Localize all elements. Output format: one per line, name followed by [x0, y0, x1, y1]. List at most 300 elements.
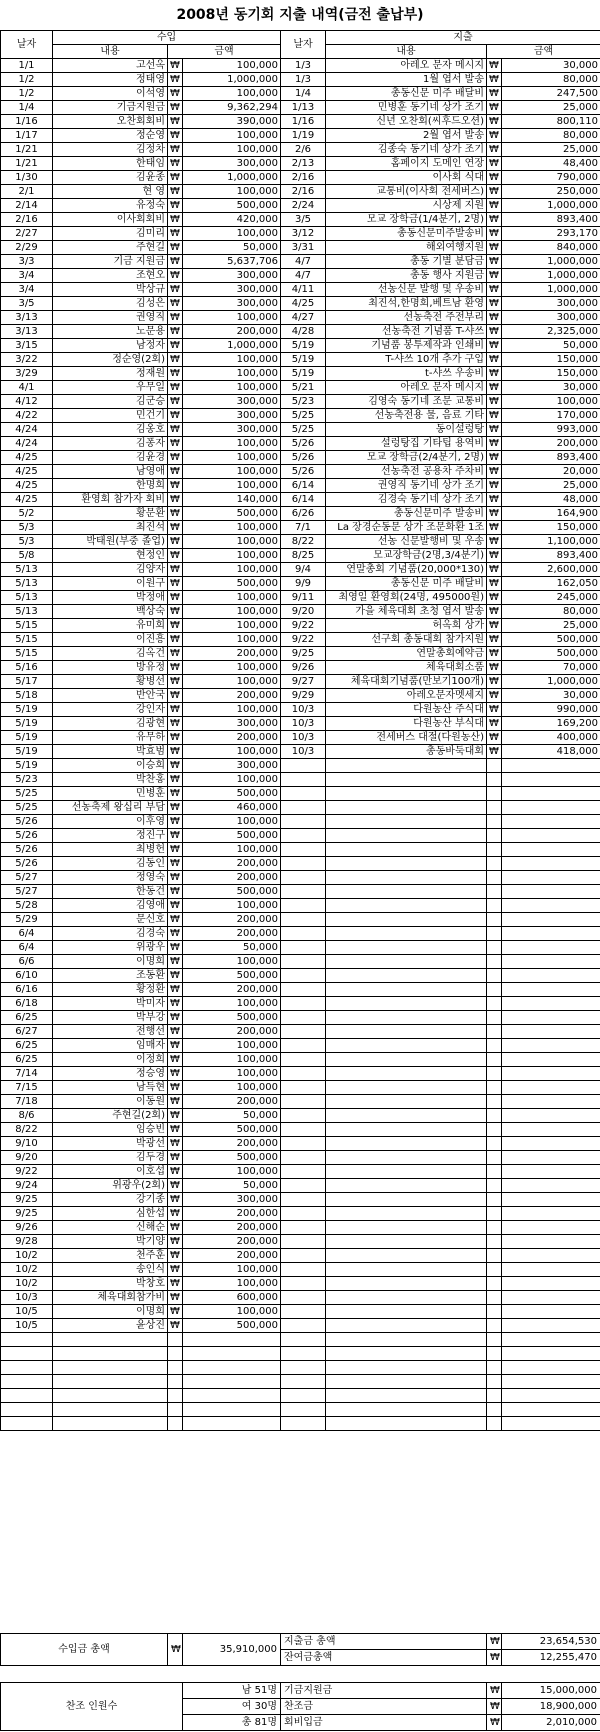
income-date: 3/4	[1, 269, 53, 283]
expense-date: 3/12	[281, 227, 326, 241]
empty-cell	[326, 1235, 487, 1249]
empty-cell	[326, 857, 487, 871]
table-row	[1, 801, 600, 815]
income-header: 수입	[53, 31, 281, 45]
expense-date: 9/20	[281, 605, 326, 619]
income-name: 이진흥	[53, 633, 168, 647]
expense-amount: 80,000	[502, 605, 600, 619]
empty-cell	[487, 1025, 502, 1039]
income-date: 6/6	[1, 955, 53, 969]
expense-currency: ₩	[487, 129, 502, 143]
income-name: 윤상진	[53, 1319, 168, 1333]
income-date: 6/18	[1, 997, 53, 1011]
empty-cell	[326, 997, 487, 1011]
income-date: 3/4	[1, 283, 53, 297]
income-currency: ₩	[168, 1249, 183, 1263]
income-total-currency: ₩	[168, 1634, 183, 1666]
income-amount: 5,637,706	[183, 255, 281, 269]
empty-cell	[326, 1361, 487, 1375]
empty-cell	[487, 857, 502, 871]
empty-cell	[183, 1347, 281, 1361]
income-currency: ₩	[168, 675, 183, 689]
empty-cell	[502, 1179, 600, 1193]
table-row	[1, 605, 600, 619]
empty-cell	[326, 1403, 487, 1417]
table-row	[1, 787, 600, 801]
expense-currency: ₩	[487, 717, 502, 731]
table-row	[1, 745, 600, 759]
income-currency: ₩	[168, 241, 183, 255]
income-date: 5/2	[1, 507, 53, 521]
income-amount: 50,000	[183, 941, 281, 955]
income-amount: 200,000	[183, 1095, 281, 1109]
empty-cell	[168, 1375, 183, 1389]
empty-cell	[1, 1333, 53, 1347]
empty-cell	[281, 885, 326, 899]
empty-cell	[487, 983, 502, 997]
income-date: 7/15	[1, 1081, 53, 1095]
income-currency: ₩	[168, 661, 183, 675]
income-currency: ₩	[168, 605, 183, 619]
income-amount: 9,362,294	[183, 101, 281, 115]
income-name: 김두경	[53, 1151, 168, 1165]
income-amount: 100,000	[183, 311, 281, 325]
expense-currency: ₩	[487, 353, 502, 367]
empty-cell	[326, 1095, 487, 1109]
totals-row-1	[1, 1634, 600, 1650]
income-date: 6/25	[1, 1053, 53, 1067]
income-name: 김동인	[53, 857, 168, 871]
income-name: 김윤경	[53, 451, 168, 465]
empty-cell	[281, 1207, 326, 1221]
empty-cell	[183, 1417, 281, 1431]
fund-value: 15,000,000	[502, 1683, 600, 1699]
expense-amount: 245,000	[502, 591, 600, 605]
empty-cell	[502, 1417, 600, 1431]
table-row	[1, 1403, 600, 1417]
income-currency: ₩	[168, 1123, 183, 1137]
empty-cell	[1, 1347, 53, 1361]
empty-cell	[281, 1025, 326, 1039]
income-currency: ₩	[168, 941, 183, 955]
empty-cell	[502, 1347, 600, 1361]
expense-name: 권영직 동기네 상가 조기	[326, 479, 487, 493]
empty-cell	[502, 1123, 600, 1137]
income-amount: 100,000	[183, 633, 281, 647]
expense-name: T-샤쓰 10개 추가 구입	[326, 353, 487, 367]
income-amount: 100,000	[183, 591, 281, 605]
expense-amount: 100,000	[502, 395, 600, 409]
empty-cell	[487, 997, 502, 1011]
expense-date: 4/25	[281, 297, 326, 311]
empty-cell	[502, 1291, 600, 1305]
income-amount: 1,000,000	[183, 171, 281, 185]
income-amount: 100,000	[183, 381, 281, 395]
income-name: 조현오	[53, 269, 168, 283]
income-name: 남득현	[53, 1081, 168, 1095]
empty-cell	[502, 1319, 600, 1333]
income-content-header: 내용	[53, 45, 168, 59]
expense-amount: 790,000	[502, 171, 600, 185]
expense-date: 10/3	[281, 703, 326, 717]
income-name: 정진구	[53, 829, 168, 843]
table-row	[1, 955, 600, 969]
table-row	[1, 1207, 600, 1221]
income-name: 박찬홍	[53, 773, 168, 787]
income-name: 유무하	[53, 731, 168, 745]
income-amount: 100,000	[183, 899, 281, 913]
expense-amount: 300,000	[502, 311, 600, 325]
expense-currency: ₩	[487, 479, 502, 493]
income-name: 노문용	[53, 325, 168, 339]
income-amount: 100,000	[183, 437, 281, 451]
dues-value: 2,010,000	[502, 1715, 600, 1731]
empty-cell	[487, 1109, 502, 1123]
table-row	[1, 339, 600, 353]
empty-cell	[281, 1221, 326, 1235]
income-amount: 200,000	[183, 1025, 281, 1039]
income-amount: 100,000	[183, 661, 281, 675]
income-currency: ₩	[168, 773, 183, 787]
income-date: 5/26	[1, 843, 53, 857]
income-amount: 100,000	[183, 353, 281, 367]
empty-cell	[502, 997, 600, 1011]
income-name: 최진석	[53, 521, 168, 535]
empty-cell	[281, 1319, 326, 1333]
expense-currency: ₩	[487, 507, 502, 521]
empty-cell	[502, 1235, 600, 1249]
income-currency: ₩	[168, 395, 183, 409]
income-date: 1/2	[1, 87, 53, 101]
empty-cell	[502, 913, 600, 927]
income-amount: 100,000	[183, 619, 281, 633]
empty-cell	[487, 829, 502, 843]
empty-cell	[281, 857, 326, 871]
table-row	[1, 283, 600, 297]
empty-cell	[281, 829, 326, 843]
fund-label: 기금지원금	[281, 1683, 487, 1699]
expense-name: 허옥희 상가	[326, 619, 487, 633]
income-currency: ₩	[168, 857, 183, 871]
empty-cell	[487, 1235, 502, 1249]
empty-cell	[281, 927, 326, 941]
empty-cell	[1, 1361, 53, 1375]
table-row	[1, 325, 600, 339]
expense-name: 교통비(이사회 전세버스)	[326, 185, 487, 199]
expense-name: 선농축전 기념품 T-샤쓰	[326, 325, 487, 339]
table-row	[1, 913, 600, 927]
income-date: 6/25	[1, 1011, 53, 1025]
income-name: 기금지원금	[53, 101, 168, 115]
table-row	[1, 73, 600, 87]
expense-currency: ₩	[487, 171, 502, 185]
expense-amount: 1,000,000	[502, 675, 600, 689]
income-currency: ₩	[168, 213, 183, 227]
expense-currency: ₩	[487, 395, 502, 409]
empty-cell	[502, 773, 600, 787]
income-amount: 100,000	[183, 815, 281, 829]
empty-cell	[281, 1193, 326, 1207]
income-name: 김정차	[53, 143, 168, 157]
expense-name: 총동 기별 분담금	[326, 255, 487, 269]
income-currency: ₩	[168, 815, 183, 829]
table-row	[1, 549, 600, 563]
income-currency: ₩	[168, 353, 183, 367]
income-name: 방유정	[53, 661, 168, 675]
expense-currency: ₩	[487, 451, 502, 465]
expense-name: 체육대회소품	[326, 661, 487, 675]
expense-amount: 300,000	[502, 297, 600, 311]
income-amount: 100,000	[183, 1305, 281, 1319]
footer-row-1	[1, 1683, 600, 1699]
income-date: 5/15	[1, 633, 53, 647]
empty-cell	[502, 1207, 600, 1221]
table-row	[1, 269, 600, 283]
income-currency: ₩	[168, 367, 183, 381]
expense-name: 선농신문 발행 및 우송비	[326, 283, 487, 297]
empty-cell	[53, 1361, 168, 1375]
empty-cell	[1, 1375, 53, 1389]
table-row	[1, 493, 600, 507]
page-title: 2008년 동기회 지출 내역(금전 출납부)	[0, 0, 600, 31]
expense-currency: ₩	[487, 381, 502, 395]
income-name: 이명희	[53, 955, 168, 969]
empty-cell	[502, 815, 600, 829]
empty-cell	[53, 1389, 168, 1403]
income-date: 8/6	[1, 1109, 53, 1123]
expense-amount: 293,170	[502, 227, 600, 241]
expense-amount: 25,000	[502, 143, 600, 157]
income-currency: ₩	[168, 1291, 183, 1305]
expense-currency: ₩	[487, 269, 502, 283]
expense-amount: 70,000	[502, 661, 600, 675]
income-name: 백상숙	[53, 605, 168, 619]
income-currency: ₩	[168, 969, 183, 983]
expense-date: 5/23	[281, 395, 326, 409]
empty-cell	[502, 1193, 600, 1207]
income-name: 이동원	[53, 1095, 168, 1109]
expense-date: 4/27	[281, 311, 326, 325]
empty-cell	[326, 843, 487, 857]
empty-cell	[487, 843, 502, 857]
income-date: 9/26	[1, 1221, 53, 1235]
income-currency: ₩	[168, 1151, 183, 1165]
table-row	[1, 773, 600, 787]
empty-cell	[487, 1277, 502, 1291]
table-row	[1, 451, 600, 465]
empty-cell	[281, 1179, 326, 1193]
table-row	[1, 591, 600, 605]
income-amount: 200,000	[183, 927, 281, 941]
income-date: 4/1	[1, 381, 53, 395]
expense-name: 다원농산 주식대	[326, 703, 487, 717]
income-name: 한태임	[53, 157, 168, 171]
empty-cell	[326, 1137, 487, 1151]
income-amount: 500,000	[183, 885, 281, 899]
empty-cell	[502, 1151, 600, 1165]
expense-date: 1/3	[281, 59, 326, 73]
expense-currency: ₩	[487, 297, 502, 311]
income-name: 우무일	[53, 381, 168, 395]
income-date: 6/4	[1, 927, 53, 941]
expense-amount-header: 금액	[487, 45, 600, 59]
income-amount: 100,000	[183, 1277, 281, 1291]
income-currency: ₩	[168, 885, 183, 899]
income-date: 5/19	[1, 745, 53, 759]
expense-date: 7/1	[281, 521, 326, 535]
table-row	[1, 115, 600, 129]
table-row	[1, 395, 600, 409]
income-amount: 100,000	[183, 479, 281, 493]
income-currency: ₩	[168, 73, 183, 87]
income-name: 신해순	[53, 1221, 168, 1235]
expense-date: 1/3	[281, 73, 326, 87]
expense-date: 9/25	[281, 647, 326, 661]
table-row	[1, 101, 600, 115]
empty-cell	[326, 1165, 487, 1179]
expense-currency: ₩	[487, 241, 502, 255]
expense-amount: 30,000	[502, 381, 600, 395]
table-row	[1, 1221, 600, 1235]
income-date: 5/3	[1, 521, 53, 535]
income-name: 이석영	[53, 87, 168, 101]
expense-date-header: 날자	[281, 31, 326, 59]
income-name: 임매자	[53, 1039, 168, 1053]
income-date: 5/27	[1, 871, 53, 885]
empty-cell	[502, 1109, 600, 1123]
expense-currency: ₩	[487, 689, 502, 703]
income-name: 위광우(2회)	[53, 1179, 168, 1193]
income-amount: 390,000	[183, 115, 281, 129]
empty-cell	[326, 759, 487, 773]
empty-cell	[281, 1389, 326, 1403]
income-date: 4/25	[1, 479, 53, 493]
income-amount: 100,000	[183, 703, 281, 717]
header-row-1	[1, 31, 600, 45]
income-name: 김성은	[53, 297, 168, 311]
income-name: 정영숙	[53, 871, 168, 885]
income-currency: ₩	[168, 423, 183, 437]
expense-amount: 25,000	[502, 101, 600, 115]
expense-name: 신년 오찬회(씨후드오션)	[326, 115, 487, 129]
income-name: 정순영	[53, 129, 168, 143]
expense-header: 지출	[326, 31, 600, 45]
table-row	[1, 689, 600, 703]
expense-name: 최진석,한명희,베트남 환영	[326, 297, 487, 311]
empty-cell	[326, 1277, 487, 1291]
table-row	[1, 1417, 600, 1431]
table-row	[1, 353, 600, 367]
income-date: 10/2	[1, 1249, 53, 1263]
empty-cell	[281, 1165, 326, 1179]
empty-cell	[281, 759, 326, 773]
empty-cell	[502, 927, 600, 941]
empty-cell	[487, 913, 502, 927]
empty-cell	[326, 871, 487, 885]
income-date: 10/2	[1, 1277, 53, 1291]
income-name: 정태영	[53, 73, 168, 87]
expense-date: 4/28	[281, 325, 326, 339]
expense-date: 6/14	[281, 493, 326, 507]
empty-cell	[487, 1403, 502, 1417]
income-name: 정재원	[53, 367, 168, 381]
table-row	[1, 969, 600, 983]
empty-cell	[502, 1165, 600, 1179]
expense-name: 다원농산 부식대	[326, 717, 487, 731]
table-row	[1, 675, 600, 689]
income-amount: 300,000	[183, 297, 281, 311]
income-currency: ₩	[168, 59, 183, 73]
income-date: 1/1	[1, 59, 53, 73]
expense-currency: ₩	[487, 535, 502, 549]
empty-cell	[53, 1375, 168, 1389]
expense-name: 선농축전용 물, 음료 기타	[326, 409, 487, 423]
empty-cell	[502, 1403, 600, 1417]
income-currency: ₩	[168, 759, 183, 773]
income-currency: ₩	[168, 157, 183, 171]
empty-cell	[281, 1235, 326, 1249]
expense-currency: ₩	[487, 437, 502, 451]
table-row	[1, 619, 600, 633]
table-row	[1, 829, 600, 843]
expense-name: 총동신문미주발송비	[326, 227, 487, 241]
expense-amount: 893,400	[502, 549, 600, 563]
expense-currency: ₩	[487, 101, 502, 115]
income-date: 5/13	[1, 577, 53, 591]
expense-name: 2월 엽서 발송	[326, 129, 487, 143]
table-row	[1, 997, 600, 1011]
table-row	[1, 1333, 600, 1347]
ledger-table	[0, 30, 600, 1431]
income-amount: 500,000	[183, 1011, 281, 1025]
income-date: 4/25	[1, 451, 53, 465]
expense-amount: 170,000	[502, 409, 600, 423]
income-amount: 200,000	[183, 983, 281, 997]
expense-currency: ₩	[487, 409, 502, 423]
expense-date: 8/25	[281, 549, 326, 563]
income-currency: ₩	[168, 339, 183, 353]
expense-amount: 150,000	[502, 367, 600, 381]
expense-amount: 800,110	[502, 115, 600, 129]
income-name: 유미희	[53, 619, 168, 633]
empty-cell	[281, 1417, 326, 1431]
income-total-value: 35,910,000	[183, 1634, 281, 1666]
empty-cell	[281, 787, 326, 801]
empty-cell	[281, 1081, 326, 1095]
income-amount: 300,000	[183, 395, 281, 409]
dues-label: 회비입금	[281, 1715, 487, 1731]
empty-cell	[487, 1151, 502, 1165]
donation-value: 18,900,000	[502, 1699, 600, 1715]
expense-currency: ₩	[487, 311, 502, 325]
income-amount: 100,000	[183, 367, 281, 381]
income-name: 김옹호	[53, 423, 168, 437]
income-date: 2/16	[1, 213, 53, 227]
expense-name: 전세버스 대절(다원농산)	[326, 731, 487, 745]
income-amount: 200,000	[183, 1137, 281, 1151]
empty-cell	[281, 1137, 326, 1151]
income-currency: ₩	[168, 1011, 183, 1025]
income-amount: 100,000	[183, 227, 281, 241]
table-row	[1, 1137, 600, 1151]
income-amount: 300,000	[183, 283, 281, 297]
income-currency: ₩	[168, 1081, 183, 1095]
income-amount: 500,000	[183, 829, 281, 843]
income-amount: 200,000	[183, 647, 281, 661]
expense-currency: ₩	[487, 493, 502, 507]
income-currency: ₩	[168, 647, 183, 661]
income-amount: 300,000	[183, 759, 281, 773]
